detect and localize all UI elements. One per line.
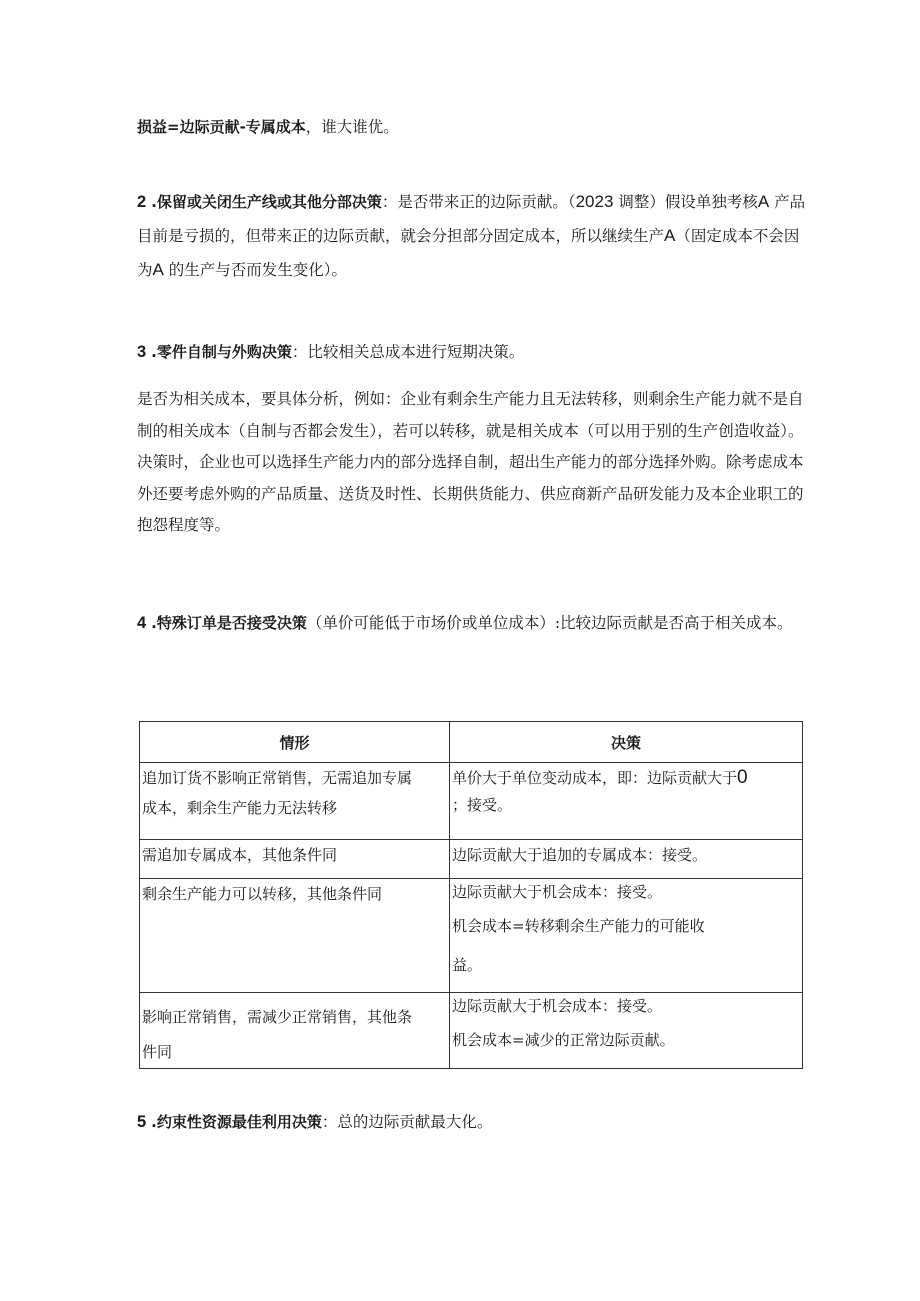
section-2-text-c: 产品目前是亏损的，但带来正的边际贡献，就会分担部分固定成本，所以继续生产 [137, 193, 806, 245]
loss-profit-tail: ，谁大谁优。 [305, 118, 399, 136]
decision-line: 机会成本=减少的正常边际贡献。 [452, 1031, 675, 1049]
situation-cell [140, 993, 450, 1069]
decision-cell [450, 993, 803, 1069]
situation-cell [140, 763, 450, 840]
situation-line: 追加订货不影响正常销售，无需追加专属 [142, 769, 413, 787]
table-row [140, 763, 803, 840]
loss-profit-formula: 损益=边际贡献-专属成本 [137, 118, 306, 136]
section-4-summary: （单价可能低于市场价或单位成本）:比较边际贡献是否高于相关成本。 [306, 614, 793, 632]
section-3-heading [137, 336, 807, 368]
section-4-heading [137, 606, 807, 640]
decision-cell [450, 879, 803, 993]
section-3-paragraph: 是否为相关成本，要具体分析，例如：企业有剩余生产能力且无法转移，则剩余生产能力就不是自制的相关成本（自制与否都会发生），若可以转移，就是相关成本（可以用于别的生产创造收益）。决策时，企业也可以选择生产能力内的部分选择自制，超出生产能力的部分选择外购。除考虑成本外还要考虑外购的产品质量、送货及时性、长期供货能力、供应商新产品研发能力及本企业职工的抱怨程度等。 [137, 390, 804, 534]
loss-profit-line [137, 111, 807, 143]
section-2-text-b: 调整）假设单独考核 [613, 193, 758, 211]
section-2-product-a-3: A [152, 260, 164, 279]
section-2-year: 2023 [575, 192, 614, 211]
section-4-title: .特殊订单是否接受决策 [151, 614, 307, 632]
table-row [140, 993, 803, 1069]
situation-line: 剩余生产能力可以转移，其他条件同 [142, 885, 383, 903]
section-4-number: 4 [137, 614, 147, 632]
section-2-text-d: （固定成本不会因为 [137, 227, 800, 279]
decision-line: 边际贡献大于机会成本：接受。 [452, 883, 663, 901]
table-row [140, 879, 803, 993]
section-2-number: 2 [137, 193, 147, 211]
section-3-summary: ：比较相关总成本进行短期决策。 [291, 343, 525, 361]
situation-line: 成本，剩余生产能力无法转移 [142, 799, 338, 817]
situation-line: 需追加专属成本，其他条件同 [142, 846, 338, 864]
decision-line: ；接受。 [452, 796, 513, 814]
section-5-summary: ：总的边际贡献最大化。 [321, 1113, 493, 1131]
section-5-heading [137, 1106, 807, 1138]
decision-line: 边际贡献大于追加的专属成本：接受。 [452, 846, 708, 864]
section-2-product-a-2: A [664, 226, 676, 245]
decision-line: 益。 [452, 956, 483, 974]
decision-line: 机会成本=转移剩余生产能力的可能收 [452, 917, 705, 935]
section-2-text-e: 的生产与否而发生变化）。 [163, 261, 348, 279]
section-2-title: .保留或关闭生产线或其他分部决策 [151, 193, 382, 211]
section-5-title: .约束性资源最佳利用决策 [151, 1113, 322, 1131]
situation-cell [140, 879, 450, 993]
section-2-text-a: ：是否带来正的边际贡献。（ [381, 193, 576, 211]
table-row [140, 840, 803, 879]
section-5-number: 5 [137, 1113, 147, 1131]
decision-cell [450, 840, 803, 879]
header-decision: 决策 [450, 722, 803, 763]
section-2 [137, 185, 807, 287]
decision-line: 边际贡献大于机会成本：接受。 [452, 997, 663, 1015]
section-3-number: 3 [137, 343, 147, 361]
situation-line: 影响正常销售，需减少正常销售，其他条 [142, 1008, 413, 1026]
situation-cell [140, 840, 450, 879]
header-situation: 情形 [140, 722, 450, 763]
decision-cell [450, 763, 803, 840]
decision-line [452, 763, 800, 793]
table-header-row [140, 722, 803, 763]
section-2-product-a-1: A [757, 192, 770, 211]
decision-zero: 0 [737, 767, 748, 788]
special-order-decision-table [139, 721, 803, 1069]
situation-line: 件同 [142, 1043, 173, 1061]
decision-text: 单价大于单位变动成本，即：边际贡献大于 [452, 769, 738, 787]
section-3-title: .零件自制与外购决策 [151, 343, 292, 361]
